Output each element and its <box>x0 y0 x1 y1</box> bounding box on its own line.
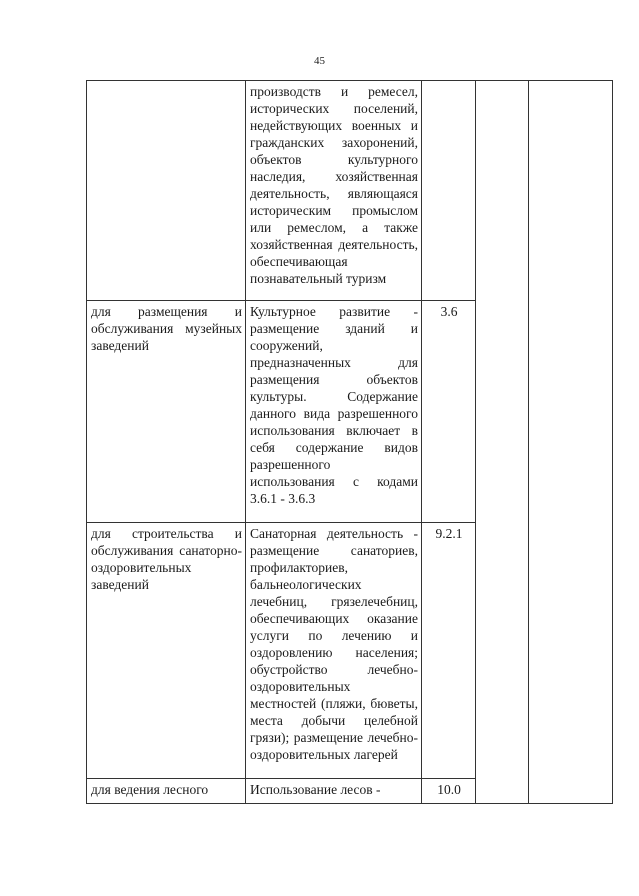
use-name-cell: для ведения лесного <box>87 779 246 804</box>
empty-column-cell <box>476 81 529 804</box>
table-row <box>87 81 613 301</box>
use-description-cell: Использование лесов - <box>246 779 422 804</box>
land-use-table <box>86 80 613 804</box>
use-name-cell <box>87 81 246 301</box>
use-code-cell: 10.0 <box>422 779 476 804</box>
use-description-cell: Культурное развитие - размещение зданий и сооружений, предназначенных для размещения объектов культуры. Содержание данного вида разрешенного использования включает в себя содержание видов разрешенного использования с кодами 3.6.1 - 3.6.3 <box>246 301 422 523</box>
use-description-cell: Санаторная деятельность - размещение санаториев, профилакториев, бальнеологических лечебниц, грязелечебниц, обеспечивающих оказание услуги по лечению и оздоровлению населения; обустройство лечебно-оздоровительных местностей (пляжи, бюветы, места добычи целебной грязи); размещение лечебно-оздоровительных лагерей <box>246 523 422 779</box>
use-code-cell: 9.2.1 <box>422 523 476 779</box>
use-name-cell: для размещения и обслуживания музейных заведений <box>87 301 246 523</box>
use-name-cell: для строительства и обслуживания санаторно-оздоровительных заведений <box>87 523 246 779</box>
page-number: 45 <box>314 55 325 67</box>
use-description-cell: производств и ремесел, исторических поселений, недействующих военных и гражданских захоронений, объектов культурного наследия, хозяйственная деятельность, являющаяся историческим промыслом или ремеслом, а также хозяйственная деятельность, обеспечивающая познавательный туризм <box>246 81 422 301</box>
use-code-cell <box>422 81 476 301</box>
use-code-cell: 3.6 <box>422 301 476 523</box>
empty-column-cell <box>529 81 613 804</box>
